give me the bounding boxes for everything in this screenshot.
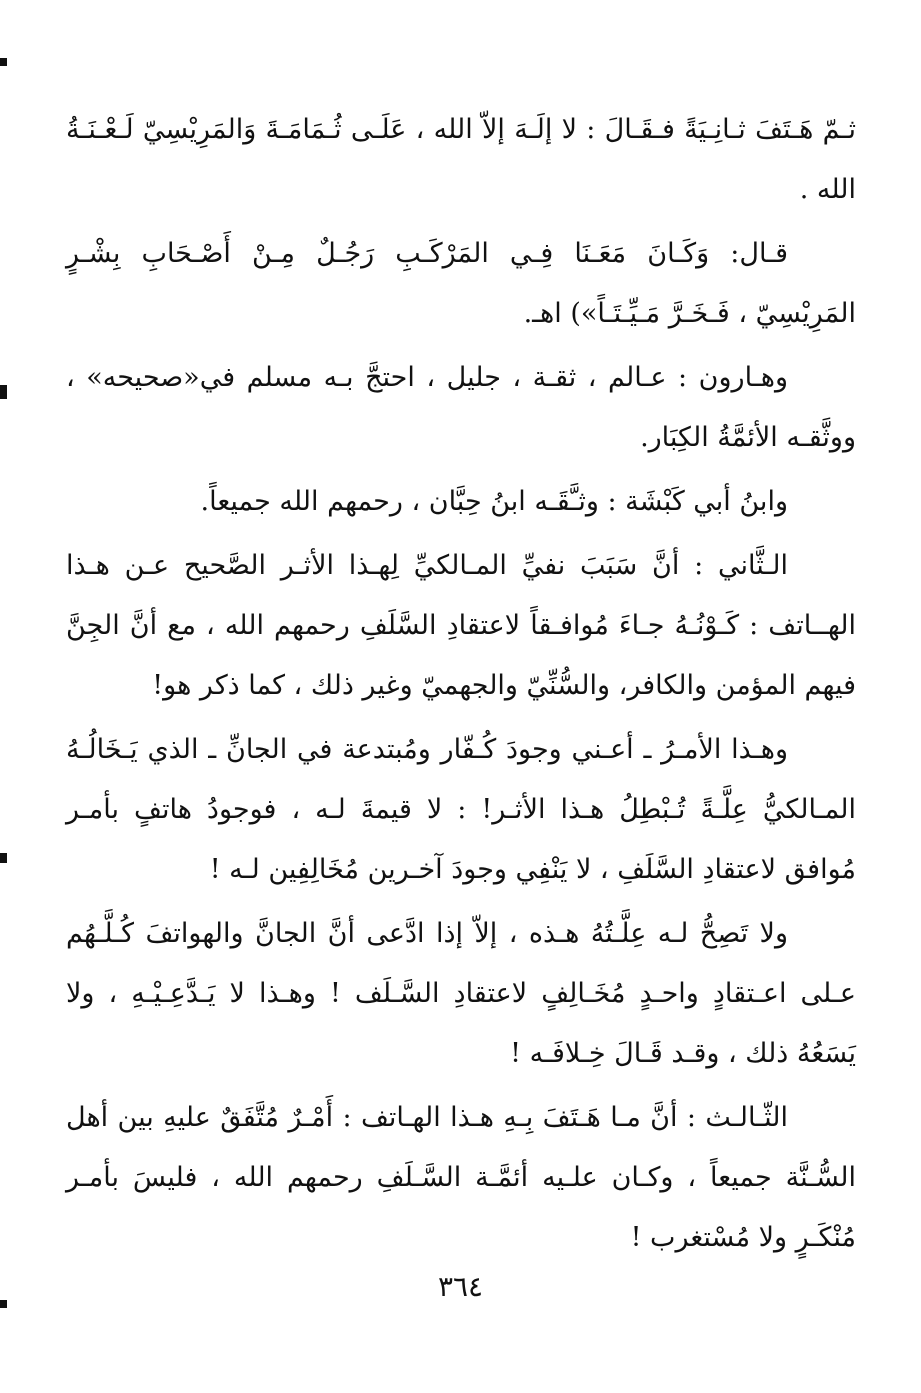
paragraph: قـال: وَكَـانَ مَعَـنَا فِـي المَرْكَـبِ رَجُـلٌ مِـنْ أَصْـحَابِ بِشْـرٍ المَرِيْسِيّ ، فَـخَـرَّ مَـيِّـتَـاً») اهـ. xyxy=(66,238,856,329)
paragraph: ثـمّ هَـتَفَ ثـانِـيَةً فـقَـالَ : لا إلَـهَ إلاّ الله ، عَلَـى ثُـمَامَـةَ وَالمَرِيْسِيّ لَـعْـنَـةُ الله . xyxy=(66,114,856,205)
paragraph: وهـذا الأمـرُ ـ أعـني وجودَ كُـفّار ومُبتدعة في الجانِّ ـ الذي يَـخَالُـهُ المـالكيُّ عِلَّـةً تُـبْطِلُ هـذا الأثـر! : لا قيمةَ لـه ، فوجودُ هاتفٍ بأمـر مُوافق لاعتقادِ السَّلَفِ ، لا يَنْفِي وجودَ آخـرين مُخَالِفِين لـه ! xyxy=(66,734,856,885)
paragraph: ولا تَصِحُّ لـه عِلَّـتُهُ هـذه ، إلاّ إذا ادَّعى أنَّ الجانَّ والهواتفَ كُـلَّـهُم عـلى اعـتقادٍ واحـدٍ مُخَـالِفٍ لاعتقادِ السَّـلَف ! وهـذا لا يَـدَّعِـيْـهِ ، ولا يَسَعُهُ ذلك ، وقـد قَـالَ خِـلافَـه ! xyxy=(66,918,856,1069)
paragraph: وابنُ أبي كَبْشَة : وثـَّقَـه ابنُ حِبَّان ، رحمهم الله جميعاً. xyxy=(200,486,788,517)
paragraph: الثّـالـث : أنَّ مـا هَـتَفَ بِـهِ هـذا الهـاتف : أَمْـرٌ مُتَّفَقٌ عليهِ بين أهل السُّـنَّة جميعاً ، وكـان علـيه أئمَّـة السَّـلَفِ رحمهم الله ، فليسَ بأمـر مُنْكَـرٍ ولا مُسْتغرب ! xyxy=(66,1102,856,1253)
paragraph: الـثَّاني : أنَّ سَبَبَ نفيِّ المـالكيِّ لِهـذا الأثـر الصَّحيح عـن هـذا الهــاتف : كَـوْنُـهُ جـاءَ مُوافـقاً لاعتقادِ السَّلَفِ رحمهم الله ، مع أنَّ الجِنَّ فيهم المؤمن والكافر، والسُّنِّيّ والجهميّ وغير ذلك ، كما ذكر هو! xyxy=(66,550,856,701)
page-number: ٣٦٤ xyxy=(437,1270,484,1303)
paragraph: وهـارون : عـالم ، ثقـة ، جليل ، احتجَّ بـه مسلم في«صحيحه» ، ووثَّقـه الأئمَّةُ الكِبَار. xyxy=(66,362,856,453)
scan-edge-mark xyxy=(0,385,7,399)
page-body xyxy=(66,100,856,1272)
scan-edge-mark xyxy=(0,853,7,863)
scan-edge-mark xyxy=(0,1300,7,1308)
scan-edge-mark xyxy=(0,58,7,66)
